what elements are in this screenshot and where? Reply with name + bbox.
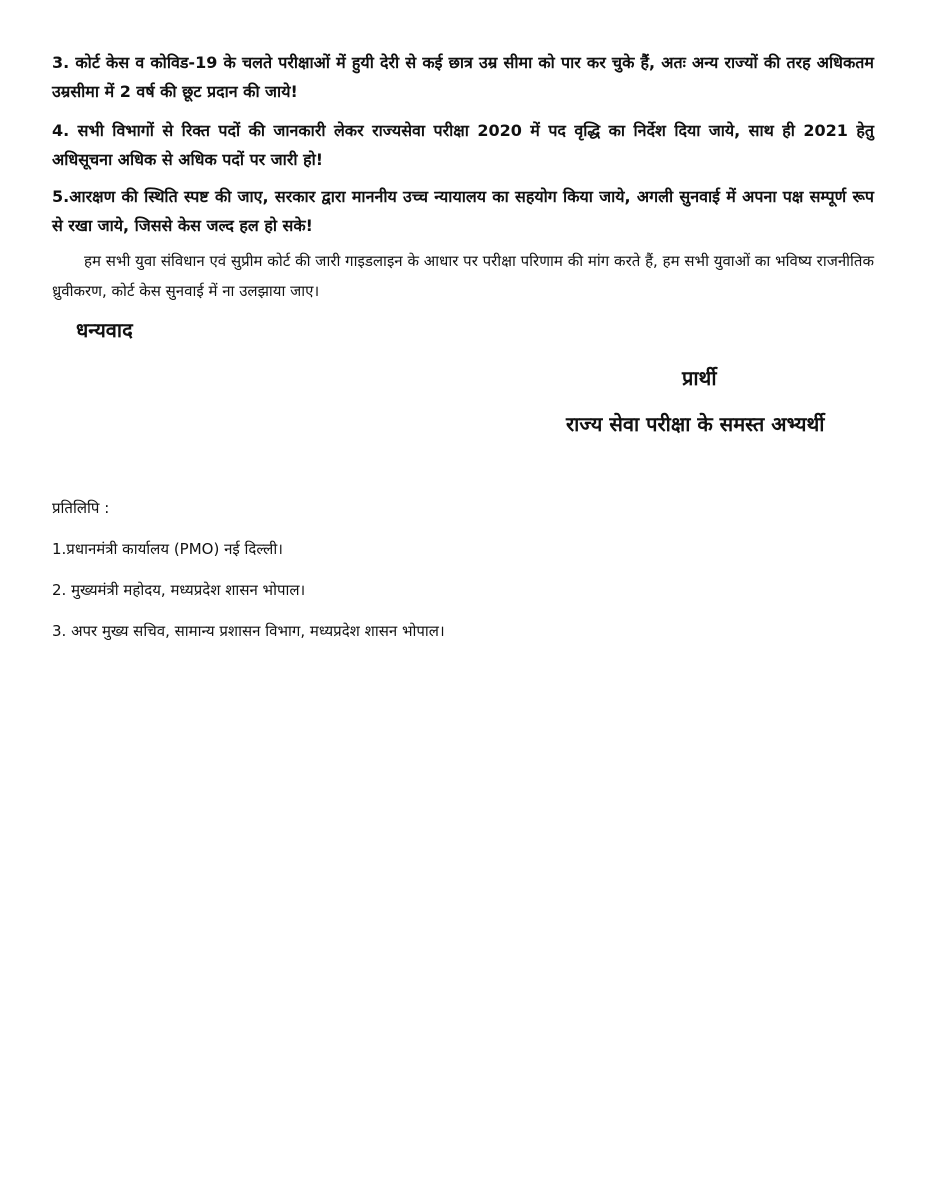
demand-item-3: 3. कोर्ट केस व कोविड-19 के चलते परीक्षाओं में हुयी देरी से कई छात्र उम्र सीमा को पार कर चुके हैं, अतः अन्य राज्यों की तरह अधिकतम उम्रसीमा में 2 वर्ष की छूट प्रदान की जाये! (52, 53, 874, 101)
demand-item-5: 5.आरक्षण की स्थिति स्पष्ट की जाए, सरकार द्वारा माननीय उच्च न्यायालय का सहयोग किया जाये, अगली सुनवाई में अपना पक्ष सम्पूर्ण रूप से रखा जाये, जिससे केस जल्द हल हो सके! (52, 187, 874, 235)
copy-to-item: 3. अपर मुख्य सचिव, सामान्य प्रशासन विभाग, मध्यप्रदेश शासन भोपाल। (52, 622, 445, 640)
demand-item-4: 4. सभी विभागों से रिक्त पदों की जानकारी लेकर राज्यसेवा परीक्षा 2020 में पद वृद्धि का निर्देश दिया जाये, साथ ही 2021 हेतु अधिसूचना अधिक से अधिक पदों पर जारी हो! (52, 121, 874, 169)
copy-to-item: 1.प्रधानमंत्री कार्यालय (PMO) नई दिल्ली। (52, 540, 283, 558)
thanks-text: धन्यवाद (76, 318, 133, 342)
copy-to-item: 2. मुख्यमंत्री महोदय, मध्यप्रदेश शासन भोपाल। (52, 581, 306, 599)
copy-to-heading: प्रतिलिपि : (52, 499, 110, 517)
closing-paragraph: हम सभी युवा संविधान एवं सुप्रीम कोर्ट की जारी गाइडलाइन के आधार पर परीक्षा परिणाम की मांग करते हैं, हम सभी युवाओं का भविष्य राजनीतिक ध्रुवीकरण, कोर्ट केस सुनवाई में ना उलझाया जाए। (52, 252, 874, 300)
signatory-text: राज्य सेवा परीक्षा के समस्त अभ्यर्थी (566, 412, 825, 436)
applicant-label: प्रार्थी (682, 366, 717, 390)
